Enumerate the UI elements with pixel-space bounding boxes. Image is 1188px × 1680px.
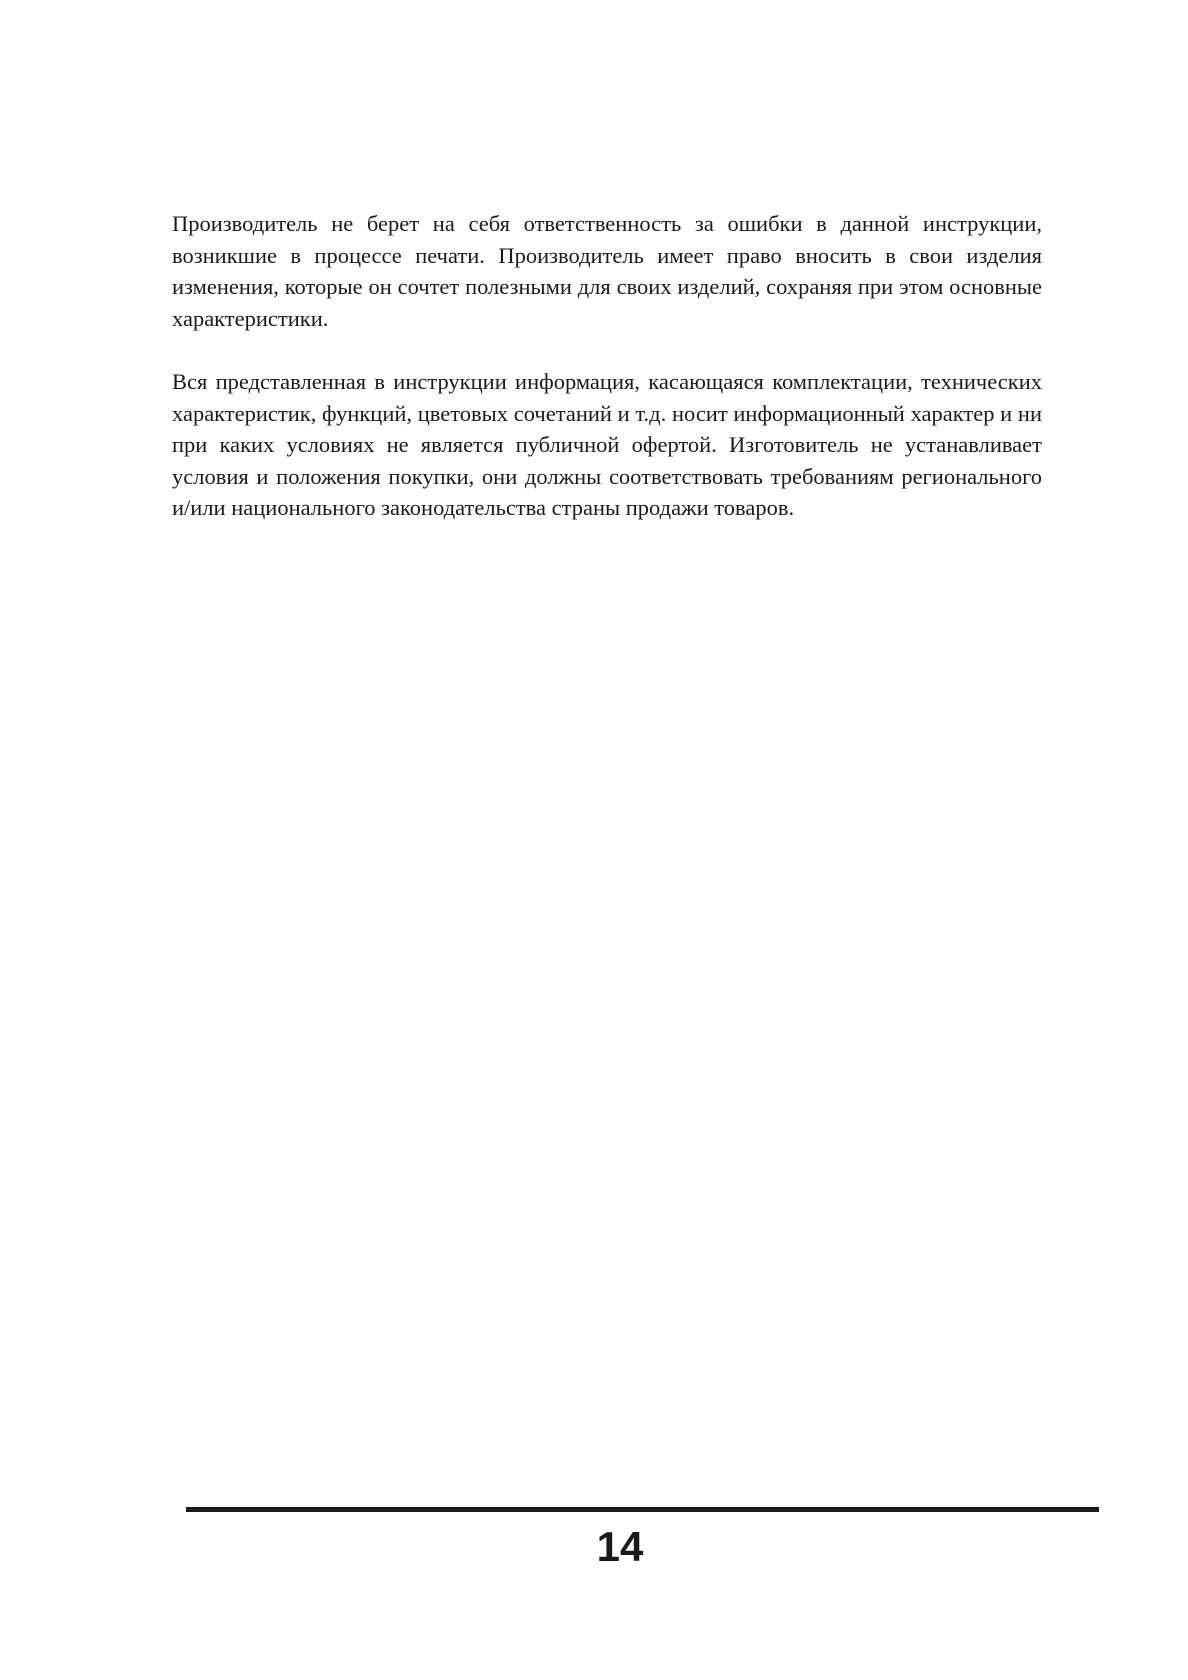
- disclaimer-paragraph-public-offer: Вся представленная в инструкции информация, касающаяся комплектации, технических характеристик, функций, цветовых сочетаний и т.д. носит информационный характер и ни при каких условиях не является публичной офертой. Изготовитель не устанавливает условия и положения покупки, они должны соответствовать требованиям регионального и/или национального законодательства страны продажи товаров.: [172, 369, 1042, 520]
- disclaimer-paragraph-printing-errors: Производитель не берет на себя ответственность за ошибки в данной инструкции, возникшие в процессе печати. Производитель имеет право вносить в свои изделия изменения, которые он сочтет полезными для своих изделий, сохраняя при этом основные характеристики.: [172, 211, 1042, 331]
- footer-divider: [186, 1507, 1099, 1512]
- body-text: [172, 208, 1042, 524]
- page-number: 14: [596, 1523, 644, 1570]
